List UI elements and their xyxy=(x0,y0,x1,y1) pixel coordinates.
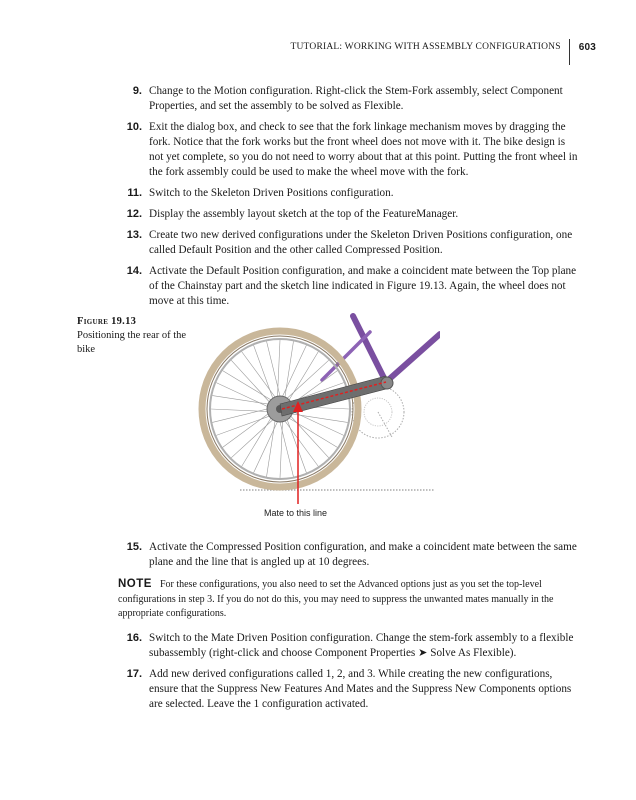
step-number: 11. xyxy=(127,187,142,199)
bottom-bracket xyxy=(381,377,393,389)
figure-number: Figure 19.13 xyxy=(77,316,137,327)
spoke xyxy=(242,352,278,402)
spoke xyxy=(285,415,306,473)
step-text: Activate the Default Position configuration, and make a coincident mate between the Top plane of the Chainstay part and the sketch line indicated in Figure 19.13. Again, the wheel does not move at this time. xyxy=(149,265,577,307)
step-15 xyxy=(112,540,582,570)
step-10 xyxy=(112,120,582,180)
step-text: Create two new derived configurations under the Skeleton Driven Positions configuration, one called Default Position and the other called Compressed Position. xyxy=(149,229,573,256)
step-14 xyxy=(112,264,582,309)
note-box xyxy=(118,577,582,622)
spoke xyxy=(231,416,276,458)
page-number: 603 xyxy=(578,41,596,53)
spoke xyxy=(287,412,329,457)
step-text: Exit the dialog box, and check to see that the fork linkage mechanism moves by dragging the fork. Notice that the fork works but the front wheel does not move with it. The bike design is not yet complete, so you do not need to worry about that at this point. Putting the front wheel in the fork assembly could be used to make the wheel move with the fork. xyxy=(149,121,578,178)
running-header xyxy=(290,38,596,56)
running-title: TUTORIAL: WORKING WITH ASSEMBLY CONFIGURATIONS xyxy=(290,42,561,52)
header-divider xyxy=(569,39,570,65)
step-9 xyxy=(112,84,582,114)
step-number: 14. xyxy=(126,265,142,277)
spoke xyxy=(216,414,274,435)
down-tube xyxy=(386,334,440,382)
spoke xyxy=(279,417,294,477)
step-number: 10. xyxy=(126,121,142,133)
step-text: Add new derived configurations called 1, 2, and 3. While creating the new configurations, ensure that the Suppress New Features And Mates and the Suppress New Components options are selected. Leave the 1 configuration activated. xyxy=(149,668,572,710)
spoke xyxy=(254,345,275,403)
step-number: 9. xyxy=(132,85,142,97)
figure-caption xyxy=(77,315,187,357)
step-16 xyxy=(112,631,582,661)
step-text: Switch to the Skeleton Driven Positions configuration. xyxy=(149,187,394,199)
step-list-a xyxy=(112,84,582,315)
step-number: 13. xyxy=(126,229,142,241)
note-label: NOTE xyxy=(118,578,152,590)
step-number: 16. xyxy=(126,632,142,644)
note-text: For these configurations, you also need to set the Advanced options just as you set the top-level configurations in step 3. If you do not do this, you may need to suppress the unwanted mates manually in the appropriate configurations. xyxy=(118,579,554,619)
spoke xyxy=(284,341,293,402)
spoke xyxy=(231,360,273,405)
spoke xyxy=(223,411,273,447)
spoke xyxy=(282,417,318,467)
spoke xyxy=(267,341,282,401)
figure-callout: Mate to this line xyxy=(264,508,328,518)
step-12 xyxy=(112,207,582,222)
figure-caption-text: Positioning the rear of the bike xyxy=(77,330,187,355)
spoke xyxy=(280,417,283,478)
step-text: Activate the Compressed Position configuration, and make a coincident mate between the same plane and the line that is angled up at 10 degrees. xyxy=(149,541,577,568)
spoke xyxy=(287,413,348,422)
step-number: 12. xyxy=(126,208,142,220)
step-text: Display the assembly layout sketch at the top of the FeatureManager. xyxy=(149,208,459,220)
spoke xyxy=(267,416,276,477)
bike-rear-figure xyxy=(190,312,440,522)
step-17 xyxy=(112,667,582,712)
step-list-b xyxy=(112,540,582,576)
step-number: 17. xyxy=(126,668,142,680)
spoke xyxy=(277,340,280,401)
spoke xyxy=(212,396,273,405)
step-11 xyxy=(112,186,582,201)
step-13 xyxy=(112,228,582,258)
step-text: Change to the Motion configuration. Right-click the Stem-Fork assembly, select Component Properties, and set the assembly to be solved as Flexible. xyxy=(149,85,563,112)
seat-tube xyxy=(353,316,386,382)
step-text: Switch to the Mate Driven Position configuration. Change the stem-fork assembly to a flexible subassembly (right-click and choose Component Properties ➤ Solve As Flexible). xyxy=(149,632,574,659)
spoke xyxy=(211,409,272,412)
step-list-c xyxy=(112,631,582,718)
spoke xyxy=(212,408,272,423)
step-number: 15. xyxy=(126,541,142,553)
